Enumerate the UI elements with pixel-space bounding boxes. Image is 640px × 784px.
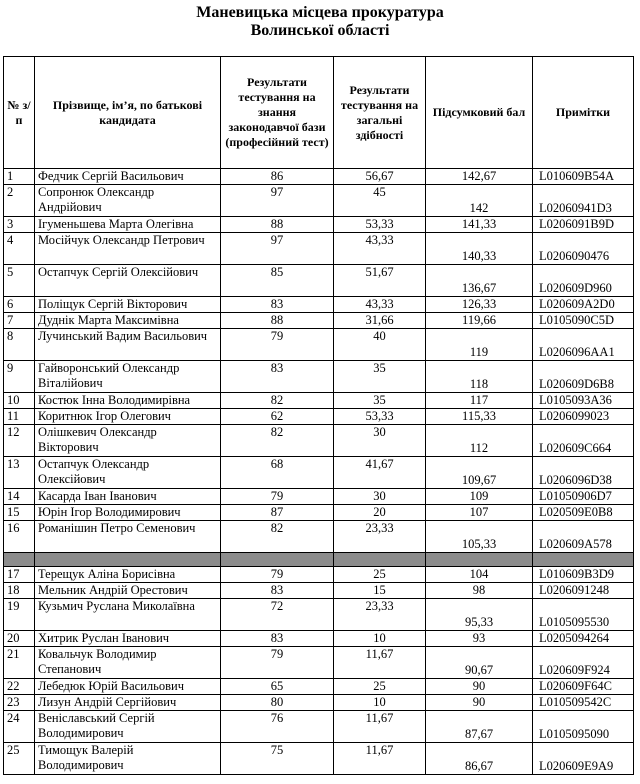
cell-law-score: 86 [221,169,334,185]
cell-num: 10 [4,393,35,409]
cell-name: Федчик Сергій Васильович [35,169,221,185]
cell-general-score: 23,33 [334,599,426,631]
cell-name: Дуднік Марта Максимівна [35,313,221,329]
cell-general-score: 20 [334,505,426,521]
cell-num: 16 [4,521,35,553]
separator-cell [334,553,426,567]
cell-num: 15 [4,505,35,521]
cell-num: 25 [4,743,35,775]
cell-num: 2 [4,185,35,217]
cell-law-score: 88 [221,313,334,329]
cell-note: L0205094264 [533,631,634,647]
cell-num: 7 [4,313,35,329]
cell-num: 13 [4,457,35,489]
cell-name: Мельник Андрій Орестович [35,583,221,599]
cell-note: L0105093A36 [533,393,634,409]
cell-num: 23 [4,695,35,711]
cell-name: Тимощук Валерій Володимирович [35,743,221,775]
table-body [4,169,634,775]
cell-name: Веніславський Сергій Володимирович [35,711,221,743]
cell-note: L0206091248 [533,583,634,599]
cell-law-score: 83 [221,583,334,599]
table-row [4,743,634,775]
header-general-test: Результати тестування на загальні здібності [334,57,426,169]
cell-law-score: 65 [221,679,334,695]
cell-general-score: 41,67 [334,457,426,489]
cell-general-score: 10 [334,631,426,647]
cell-total-score: 109,67 [426,457,533,489]
cell-note: L0105095530 [533,599,634,631]
cell-law-score: 97 [221,185,334,217]
cell-note: L010609B54A [533,169,634,185]
cell-note: L020609D6B8 [533,361,634,393]
cell-name: Касарда Іван Іванович [35,489,221,505]
table-row [4,297,634,313]
cell-name: Гайворонський Олександр Віталійович [35,361,221,393]
cell-note: L020609A578 [533,521,634,553]
table-row [4,583,634,599]
cell-total-score: 90 [426,679,533,695]
cell-general-score: 25 [334,567,426,583]
cell-name: Романішин Петро Семенович [35,521,221,553]
cell-total-score: 119,66 [426,313,533,329]
title-line-1: Маневицька місцева прокуратура [196,4,444,21]
cell-note: L020609F64C [533,679,634,695]
table-row [4,647,634,679]
separator-cell [4,553,35,567]
cell-law-score: 62 [221,409,334,425]
cell-num: 19 [4,599,35,631]
cell-total-score: 142,67 [426,169,533,185]
table-row [4,233,634,265]
table-row [4,457,634,489]
cell-name: Лебедюк Юрій Васильович [35,679,221,695]
cell-general-score: 30 [334,425,426,457]
table-header-row [4,57,634,169]
cell-law-score: 79 [221,489,334,505]
cell-name: Сопронюк Олександр Андрійович [35,185,221,217]
cell-total-score: 140,33 [426,233,533,265]
cell-law-score: 83 [221,297,334,313]
cell-num: 8 [4,329,35,361]
cell-name: Хитрик Руслан Іванович [35,631,221,647]
cell-law-score: 87 [221,505,334,521]
separator-cell [533,553,634,567]
cell-total-score: 126,33 [426,297,533,313]
cell-total-score: 95,33 [426,599,533,631]
cell-law-score: 82 [221,521,334,553]
cell-note: L02060941D3 [533,185,634,217]
table-row [4,489,634,505]
cell-num: 5 [4,265,35,297]
cell-general-score: 15 [334,583,426,599]
cell-total-score: 115,33 [426,409,533,425]
cell-general-score: 43,33 [334,233,426,265]
cell-note: L0105095090 [533,711,634,743]
table-row [4,185,634,217]
cell-total-score: 118 [426,361,533,393]
separator-cell [35,553,221,567]
cell-law-score: 82 [221,425,334,457]
cell-total-score: 93 [426,631,533,647]
cell-total-score: 119 [426,329,533,361]
cell-name: Мосійчук Олександр Петрович [35,233,221,265]
cell-law-score: 97 [221,233,334,265]
cell-general-score: 35 [334,361,426,393]
title-line-2: Волинської області [250,22,390,39]
cell-total-score: 107 [426,505,533,521]
cell-general-score: 11,67 [334,711,426,743]
cell-note: L010609B3D9 [533,567,634,583]
cell-note: L020609E9A9 [533,743,634,775]
cell-total-score: 87,67 [426,711,533,743]
cell-num: 22 [4,679,35,695]
cell-name: Ковальчук Володимир Степанович [35,647,221,679]
cell-num: 3 [4,217,35,233]
cell-note: L010509542C [533,695,634,711]
cell-law-score: 85 [221,265,334,297]
results-table [3,56,634,775]
cell-num: 18 [4,583,35,599]
cell-num: 17 [4,567,35,583]
cell-law-score: 72 [221,599,334,631]
cell-num: 1 [4,169,35,185]
separator-cell [426,553,533,567]
cell-name: Остапчук Олександр Олексійович [35,457,221,489]
cell-law-score: 83 [221,631,334,647]
cell-name: Коритнюк Ігор Олегович [35,409,221,425]
table-row [4,679,634,695]
cell-general-score: 53,33 [334,217,426,233]
cell-note: L01050906D7 [533,489,634,505]
separator-cell [221,553,334,567]
table-row [4,425,634,457]
cell-total-score: 136,67 [426,265,533,297]
cell-law-score: 83 [221,361,334,393]
cell-name: Костюк Інна Володимирівна [35,393,221,409]
cell-law-score: 79 [221,329,334,361]
cell-total-score: 90 [426,695,533,711]
cell-name: Ігуменьшева Марта Олегівна [35,217,221,233]
cell-general-score: 56,67 [334,169,426,185]
cell-general-score: 35 [334,393,426,409]
cell-general-score: 53,33 [334,409,426,425]
cell-law-score: 79 [221,567,334,583]
cell-total-score: 112 [426,425,533,457]
cell-name: Кузьмич Руслана Миколаївна [35,599,221,631]
header-notes: Примітки [533,57,634,169]
cell-general-score: 10 [334,695,426,711]
header-num: № з/п [4,57,35,169]
table-separator-row [4,553,634,567]
cell-general-score: 11,67 [334,647,426,679]
table-row [4,567,634,583]
cell-num: 21 [4,647,35,679]
cell-name: Лучинський Вадим Васильович [35,329,221,361]
cell-total-score: 104 [426,567,533,583]
table-row [4,599,634,631]
cell-name: Олішкевич Олександр Вікторович [35,425,221,457]
cell-name: Терещук Аліна Борисівна [35,567,221,583]
table-row [4,505,634,521]
cell-general-score: 45 [334,185,426,217]
cell-num: 20 [4,631,35,647]
table-row [4,313,634,329]
cell-general-score: 30 [334,489,426,505]
cell-name: Остапчук Сергій Олексійович [35,265,221,297]
cell-general-score: 23,33 [334,521,426,553]
cell-num: 12 [4,425,35,457]
cell-total-score: 90,67 [426,647,533,679]
cell-note: L020509E0B8 [533,505,634,521]
cell-note: L0206096AA1 [533,329,634,361]
cell-law-score: 88 [221,217,334,233]
cell-note: L0206091B9D [533,217,634,233]
table-row [4,631,634,647]
cell-note: L0105090C5D [533,313,634,329]
cell-law-score: 80 [221,695,334,711]
cell-num: 14 [4,489,35,505]
document-title [0,4,640,40]
cell-general-score: 43,33 [334,297,426,313]
cell-note: L0206096D38 [533,457,634,489]
cell-total-score: 142 [426,185,533,217]
table-row [4,711,634,743]
table-row [4,695,634,711]
cell-total-score: 117 [426,393,533,409]
table-row [4,217,634,233]
cell-total-score: 98 [426,583,533,599]
cell-total-score: 109 [426,489,533,505]
cell-law-score: 76 [221,711,334,743]
cell-num: 6 [4,297,35,313]
cell-law-score: 79 [221,647,334,679]
cell-total-score: 141,33 [426,217,533,233]
cell-total-score: 105,33 [426,521,533,553]
cell-note: L020609C664 [533,425,634,457]
cell-note: L020609A2D0 [533,297,634,313]
cell-name: Лизун Андрій Сергійович [35,695,221,711]
cell-num: 4 [4,233,35,265]
cell-law-score: 75 [221,743,334,775]
cell-note: L0206099023 [533,409,634,425]
cell-general-score: 31,66 [334,313,426,329]
table-row [4,169,634,185]
header-law-test: Результати тестування на знання законодавчої бази (професійний тест) [221,57,334,169]
table-row [4,393,634,409]
table-row [4,409,634,425]
cell-name: Поліщук Сергій Вікторович [35,297,221,313]
cell-name: Юрін Ігор Володимирович [35,505,221,521]
table-row [4,329,634,361]
cell-total-score: 86,67 [426,743,533,775]
cell-note: L020609F924 [533,647,634,679]
header-total: Підсумковий бал [426,57,533,169]
cell-num: 24 [4,711,35,743]
cell-law-score: 68 [221,457,334,489]
cell-num: 9 [4,361,35,393]
cell-general-score: 11,67 [334,743,426,775]
cell-general-score: 25 [334,679,426,695]
cell-num: 11 [4,409,35,425]
cell-general-score: 40 [334,329,426,361]
cell-general-score: 51,67 [334,265,426,297]
cell-note: L020609D960 [533,265,634,297]
header-name: Прізвище, ім’я, по батькові кандидата [35,57,221,169]
table-row [4,265,634,297]
table-row [4,521,634,553]
table-row [4,361,634,393]
cell-note: L0206090476 [533,233,634,265]
cell-law-score: 82 [221,393,334,409]
